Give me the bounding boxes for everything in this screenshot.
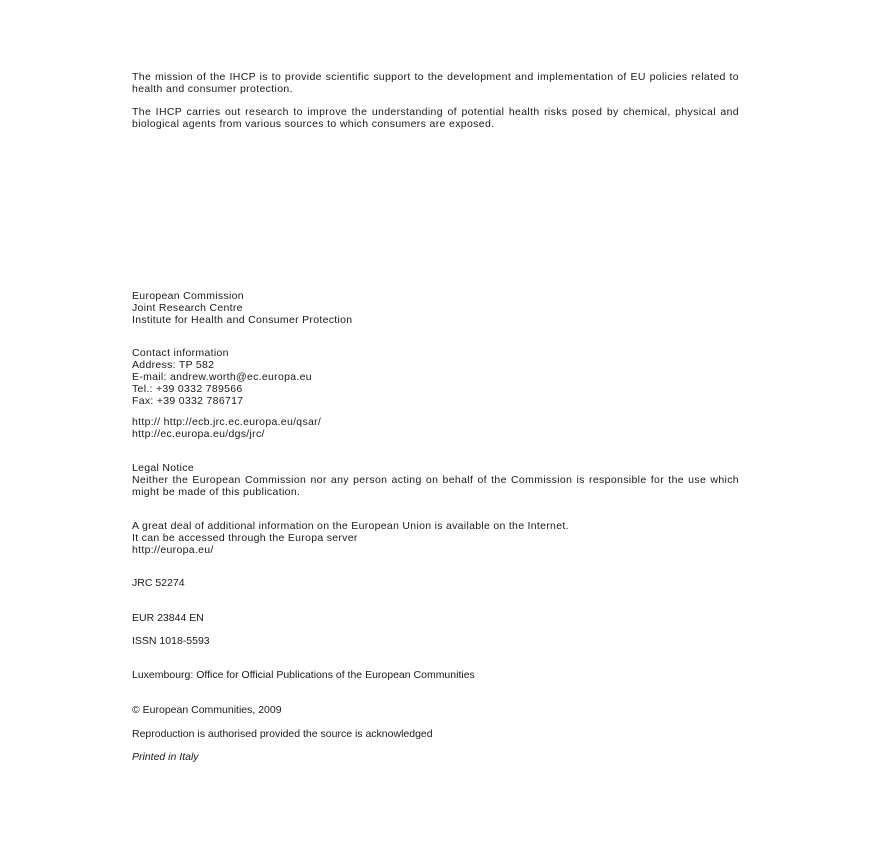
- legal-heading: Legal Notice: [132, 462, 194, 474]
- contact-heading: Contact information: [132, 347, 229, 359]
- org-commission: European Commission: [132, 290, 244, 302]
- contact-address: Address: TP 582: [132, 359, 215, 371]
- contact-fax: Fax: +39 0332 786717: [132, 395, 244, 407]
- organization-block: [132, 290, 739, 326]
- url-qsar: http:// http://ecb.jrc.ec.europa.eu/qsar/: [132, 416, 322, 428]
- org-institute: Institute for Health and Consumer Protection: [132, 314, 353, 326]
- mission-paragraph: The mission of the IHCP is to provide scientific support to the development and implementation of EU policies related to health and consumer protection.: [132, 71, 739, 95]
- reproduction-line: Reproduction is authorised provided the source is acknowledged: [132, 728, 433, 740]
- url-block: [132, 416, 739, 440]
- org-jrc: Joint Research Centre: [132, 302, 243, 314]
- info-line-2: It can be accessed through the Europa server: [132, 532, 358, 544]
- jrc-number: JRC 52274: [132, 577, 185, 589]
- eur-number: EUR 23844 EN: [132, 612, 204, 624]
- printed-line: Printed in Italy: [132, 751, 199, 763]
- contact-tel: Tel.: +39 0332 789566: [132, 383, 243, 395]
- info-europa-url: http://europa.eu/: [132, 544, 214, 556]
- info-block: [132, 520, 739, 556]
- contact-email: E-mail: andrew.worth@ec.europa.eu: [132, 371, 312, 383]
- info-line-1: A great deal of additional information on the European Union is available on the Internet.: [132, 520, 569, 532]
- contact-block: [132, 347, 739, 407]
- legal-text: Neither the European Commission nor any person acting on behalf of the Commission is responsible for the use which might be made of this publication.: [132, 474, 739, 498]
- url-jrc: http://ec.europa.eu/dgs/jrc/: [132, 428, 265, 440]
- copyright-line: © European Communities, 2009: [132, 704, 282, 716]
- legal-notice: [132, 462, 739, 498]
- issn-number: ISSN 1018-5593: [132, 635, 210, 647]
- research-paragraph: The IHCP carries out research to improve the understanding of potential health risks posed by chemical, physical and biological agents from various sources to which consumers are exposed.: [132, 106, 739, 130]
- publisher-line: Luxembourg: Office for Official Publications of the European Communities: [132, 669, 475, 681]
